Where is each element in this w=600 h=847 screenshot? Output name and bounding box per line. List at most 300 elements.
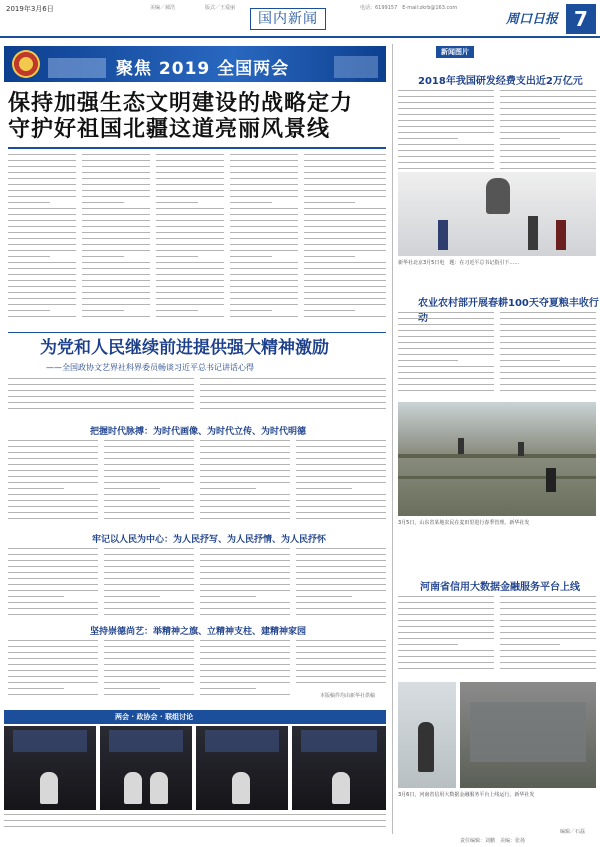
story2-subhead-1: 把握时代脉搏：为时代画像、为时代立传、为时代明德	[90, 427, 307, 437]
text-line	[156, 160, 224, 161]
right-story3-col1	[398, 596, 494, 676]
text-line	[82, 166, 150, 167]
session-photo-2	[100, 726, 192, 810]
text-line	[398, 96, 494, 97]
text-line	[500, 342, 596, 343]
text-line	[398, 132, 494, 133]
text-line	[156, 262, 224, 263]
story2-s3-col3	[200, 640, 290, 702]
text-line	[200, 464, 290, 465]
text-line	[104, 676, 194, 677]
text-line	[296, 614, 386, 615]
text-line	[104, 646, 194, 647]
text-line	[8, 578, 98, 579]
text-line	[104, 554, 194, 555]
text-line	[304, 268, 386, 269]
text-line	[104, 572, 194, 573]
right-story2-col2	[500, 312, 596, 398]
text-line	[8, 172, 76, 173]
text-line	[200, 512, 290, 513]
text-line	[500, 638, 596, 639]
text-line	[156, 154, 224, 155]
text-line	[500, 608, 596, 609]
right-story1-col2	[500, 90, 596, 178]
text-line	[200, 384, 386, 385]
text-line	[398, 614, 494, 615]
text-line	[200, 396, 386, 397]
text-line	[156, 226, 224, 227]
text-line	[304, 154, 386, 155]
text-line	[104, 548, 194, 549]
text-line	[200, 664, 290, 665]
text-line	[200, 676, 290, 677]
text-line	[104, 476, 194, 477]
text-line	[296, 676, 386, 677]
story2-s2-col2	[104, 548, 194, 620]
text-line	[8, 566, 98, 567]
text-line	[296, 566, 386, 567]
plaza-photo	[398, 682, 456, 788]
text-line	[200, 494, 290, 495]
text-line	[200, 658, 290, 659]
text-line	[104, 608, 194, 609]
text-line	[8, 596, 64, 597]
text-line	[82, 184, 150, 185]
text-line	[8, 670, 98, 671]
text-line	[82, 256, 124, 257]
lead-headline-line1: 保持加强生态文明建设的战略定力	[8, 90, 354, 116]
text-line	[500, 656, 596, 657]
text-line	[296, 506, 386, 507]
text-line	[398, 638, 494, 639]
text-line	[156, 220, 224, 221]
text-line	[82, 220, 150, 221]
text-line	[156, 268, 224, 269]
text-line	[8, 190, 76, 191]
text-line	[104, 446, 194, 447]
text-line	[8, 154, 76, 155]
text-line	[230, 316, 298, 317]
text-line	[398, 620, 494, 621]
text-line	[296, 512, 386, 513]
text-line	[8, 608, 98, 609]
text-line	[8, 506, 98, 507]
text-line	[82, 238, 150, 239]
text-line	[230, 190, 298, 191]
text-line	[296, 500, 386, 501]
header-meta-right: 电话：6199157 E-mail:zkrb@163.com	[360, 5, 458, 11]
story2-intro-right	[200, 378, 386, 418]
text-line	[104, 590, 194, 591]
story2-s1-col2	[104, 440, 194, 526]
text-line	[500, 632, 596, 633]
text-line	[104, 560, 194, 561]
story2-subhead-2: 牢记以人民为中心：为人民抒写、为人民抒情、为人民抒怀	[92, 535, 327, 545]
text-line	[104, 440, 194, 441]
text-line	[398, 330, 494, 331]
text-line	[230, 286, 298, 287]
text-line	[82, 274, 150, 275]
text-line	[82, 298, 150, 299]
text-line	[500, 620, 596, 621]
section-title: 国内新闻	[250, 8, 326, 30]
right-editor: 编辑／石磊	[560, 829, 586, 835]
text-line	[8, 584, 98, 585]
text-line	[296, 652, 386, 653]
text-line	[104, 566, 194, 567]
right-story2-headline: 农业农村部开展春耕100天夺夏粮丰收行	[418, 298, 599, 309]
text-line	[8, 440, 98, 441]
text-line	[200, 682, 290, 683]
text-line	[500, 114, 596, 115]
text-line	[8, 402, 194, 403]
text-line	[398, 336, 494, 337]
text-line	[200, 446, 290, 447]
text-line	[104, 694, 194, 695]
national-emblem-icon	[12, 50, 40, 78]
text-line	[8, 390, 194, 391]
text-line	[8, 652, 98, 653]
farm-field-caption: 3月5日，山东省某地农民在麦田里进行春季管理。新华社发	[398, 520, 530, 526]
headline-rule	[8, 147, 386, 149]
text-line	[296, 682, 386, 683]
text-line	[296, 488, 352, 489]
text-line	[104, 640, 194, 641]
text-line	[8, 202, 50, 203]
text-line	[156, 298, 224, 299]
text-line	[156, 190, 224, 191]
text-line	[398, 150, 494, 151]
right-story3-col2	[500, 596, 596, 676]
text-line	[8, 268, 76, 269]
text-line	[296, 590, 386, 591]
text-line	[398, 644, 458, 645]
right-story2-col1	[398, 312, 494, 398]
text-line	[8, 560, 98, 561]
text-line	[8, 220, 76, 221]
exhibition-caption: 新华社北京3月5日电 题：在习近平总书记指引下……	[398, 260, 520, 266]
text-line	[500, 90, 596, 91]
text-line	[304, 208, 386, 209]
text-line	[200, 452, 290, 453]
text-line	[304, 172, 386, 173]
text-line	[156, 316, 224, 317]
text-line	[398, 102, 494, 103]
text-line	[8, 688, 64, 689]
text-line	[8, 244, 76, 245]
text-line	[296, 482, 386, 483]
header-meta-left: 美编／郝浩	[150, 5, 176, 11]
text-line	[200, 500, 290, 501]
text-line	[304, 190, 386, 191]
text-line	[8, 250, 76, 251]
text-line	[500, 120, 596, 121]
text-line	[82, 286, 150, 287]
text-line	[500, 644, 560, 645]
text-line	[304, 298, 386, 299]
publication-name: 周口日报	[506, 12, 559, 27]
text-line	[230, 244, 298, 245]
text-line	[398, 90, 494, 91]
text-line	[104, 596, 160, 597]
text-line	[8, 286, 76, 287]
text-line	[104, 658, 194, 659]
session-photo-1	[4, 726, 96, 810]
text-line	[304, 214, 386, 215]
text-line	[230, 208, 298, 209]
text-line	[82, 172, 150, 173]
text-line	[156, 244, 224, 245]
page-footer: 责任编辑：刘鹏 美编：张扬	[460, 838, 526, 844]
text-line	[8, 160, 76, 161]
text-line	[500, 614, 596, 615]
text-line	[200, 694, 290, 695]
text-line	[230, 202, 272, 203]
text-line	[200, 608, 290, 609]
text-line	[230, 268, 298, 269]
text-line	[82, 202, 124, 203]
text-line	[156, 292, 224, 293]
text-line	[398, 366, 494, 367]
text-line	[398, 378, 494, 379]
text-line	[398, 156, 494, 157]
text-line	[304, 316, 386, 317]
text-line	[82, 160, 150, 161]
text-line	[156, 304, 224, 305]
text-line	[8, 298, 76, 299]
text-line	[500, 132, 596, 133]
text-line	[398, 120, 494, 121]
text-line	[296, 464, 386, 465]
text-line	[230, 298, 298, 299]
text-line	[500, 108, 596, 109]
text-line	[398, 318, 494, 319]
farm-field-photo	[398, 402, 596, 516]
text-line	[304, 280, 386, 281]
column-divider	[392, 44, 393, 834]
text-line	[200, 378, 386, 379]
text-line	[200, 458, 290, 459]
text-line	[200, 646, 290, 647]
text-line	[8, 232, 76, 233]
bottom-strip-caption	[4, 814, 386, 836]
text-line	[8, 548, 98, 549]
text-line	[304, 262, 386, 263]
text-line	[398, 656, 494, 657]
text-line	[8, 280, 76, 281]
text-line	[8, 664, 98, 665]
text-line	[82, 304, 150, 305]
story2-s2-col3	[200, 548, 290, 620]
text-line	[398, 360, 458, 361]
text-line	[4, 814, 386, 815]
text-line	[296, 494, 386, 495]
lead-article-col4	[230, 154, 298, 326]
text-line	[82, 178, 150, 179]
text-line	[104, 602, 194, 603]
text-line	[8, 384, 194, 385]
text-line	[398, 384, 494, 385]
text-line	[500, 144, 596, 145]
text-line	[304, 256, 355, 257]
text-line	[104, 670, 194, 671]
text-line	[8, 292, 76, 293]
text-line	[8, 554, 98, 555]
text-line	[296, 646, 386, 647]
text-line	[8, 482, 98, 483]
text-line	[4, 826, 386, 827]
text-line	[82, 190, 150, 191]
text-line	[8, 452, 98, 453]
text-line	[500, 372, 596, 373]
text-line	[296, 458, 386, 459]
text-line	[398, 126, 494, 127]
text-line	[296, 554, 386, 555]
text-line	[8, 446, 98, 447]
text-line	[200, 688, 256, 689]
text-line	[82, 226, 150, 227]
text-line	[296, 640, 386, 641]
text-line	[8, 694, 98, 695]
text-line	[82, 310, 124, 311]
text-line	[156, 310, 198, 311]
text-line	[8, 458, 98, 459]
right-story1-col1	[398, 90, 494, 178]
text-line	[200, 578, 290, 579]
story2-s1-col1	[8, 440, 98, 526]
text-line	[304, 250, 386, 251]
text-line	[500, 102, 596, 103]
warehouse-photo	[460, 682, 596, 788]
text-line	[500, 378, 596, 379]
great-hall-graphic	[48, 58, 106, 78]
text-line	[296, 560, 386, 561]
text-line	[8, 640, 98, 641]
story2-source: 本版稿件均由新华社供稿	[320, 693, 376, 699]
text-line	[156, 256, 198, 257]
text-line	[230, 274, 298, 275]
text-line	[156, 214, 224, 215]
text-line	[398, 390, 494, 391]
text-line	[8, 500, 98, 501]
text-line	[8, 676, 98, 677]
lead-article-col5	[304, 154, 386, 326]
story2-subtitle: ——全国政协文艺界社科界委员畅谈习近平总书记讲话心得	[46, 363, 254, 372]
lead-article-col3	[156, 154, 224, 326]
text-line	[230, 250, 298, 251]
text-line	[304, 202, 355, 203]
section-divider	[8, 332, 386, 333]
text-line	[500, 336, 596, 337]
text-line	[230, 160, 298, 161]
text-line	[8, 378, 194, 379]
text-line	[104, 482, 194, 483]
text-line	[4, 820, 386, 821]
text-line	[500, 330, 596, 331]
text-line	[500, 312, 596, 313]
text-line	[8, 408, 194, 409]
text-line	[296, 670, 386, 671]
text-line	[230, 154, 298, 155]
text-line	[230, 214, 298, 215]
text-line	[398, 312, 494, 313]
text-line	[200, 488, 256, 489]
text-line	[104, 452, 194, 453]
text-line	[104, 584, 194, 585]
text-line	[304, 292, 386, 293]
session-photo-4	[292, 726, 386, 810]
text-line	[8, 614, 98, 615]
text-line	[200, 652, 290, 653]
text-line	[230, 256, 272, 257]
text-line	[230, 226, 298, 227]
lead-article-col2	[82, 154, 150, 326]
right-story3-headline: 河南省信用大数据金融服务平台上线	[420, 582, 580, 593]
text-line	[304, 184, 386, 185]
text-line	[304, 220, 386, 221]
text-line	[8, 256, 50, 257]
text-line	[200, 566, 290, 567]
text-line	[8, 602, 98, 603]
text-line	[8, 214, 76, 215]
text-line	[8, 262, 76, 263]
lead-headline-line2: 守护好祖国北疆这道亮丽风景线	[8, 116, 331, 142]
text-line	[200, 470, 290, 471]
text-line	[230, 196, 298, 197]
text-line	[500, 324, 596, 325]
text-line	[500, 668, 596, 669]
text-line	[398, 354, 494, 355]
text-line	[230, 166, 298, 167]
text-line	[500, 150, 596, 151]
text-line	[104, 494, 194, 495]
text-line	[296, 548, 386, 549]
story2-s1-col3	[200, 440, 290, 526]
text-line	[398, 138, 458, 139]
text-line	[104, 458, 194, 459]
text-line	[296, 452, 386, 453]
text-line	[200, 584, 290, 585]
session-photo-3	[196, 726, 288, 810]
text-line	[82, 214, 150, 215]
text-line	[296, 518, 386, 519]
text-line	[104, 488, 160, 489]
text-line	[304, 304, 386, 305]
text-line	[398, 626, 494, 627]
text-line	[500, 360, 560, 361]
text-line	[8, 590, 98, 591]
text-line	[500, 366, 596, 367]
text-line	[200, 640, 290, 641]
text-line	[200, 670, 290, 671]
text-line	[398, 114, 494, 115]
text-line	[296, 664, 386, 665]
text-line	[156, 184, 224, 185]
text-line	[8, 196, 76, 197]
text-line	[82, 154, 150, 155]
text-line	[104, 688, 160, 689]
text-line	[398, 348, 494, 349]
text-line	[104, 682, 194, 683]
text-line	[398, 650, 494, 651]
text-line	[500, 138, 560, 139]
text-line	[398, 144, 494, 145]
text-line	[156, 172, 224, 173]
text-line	[8, 512, 98, 513]
text-line	[500, 626, 596, 627]
text-line	[8, 304, 76, 305]
text-line	[500, 96, 596, 97]
